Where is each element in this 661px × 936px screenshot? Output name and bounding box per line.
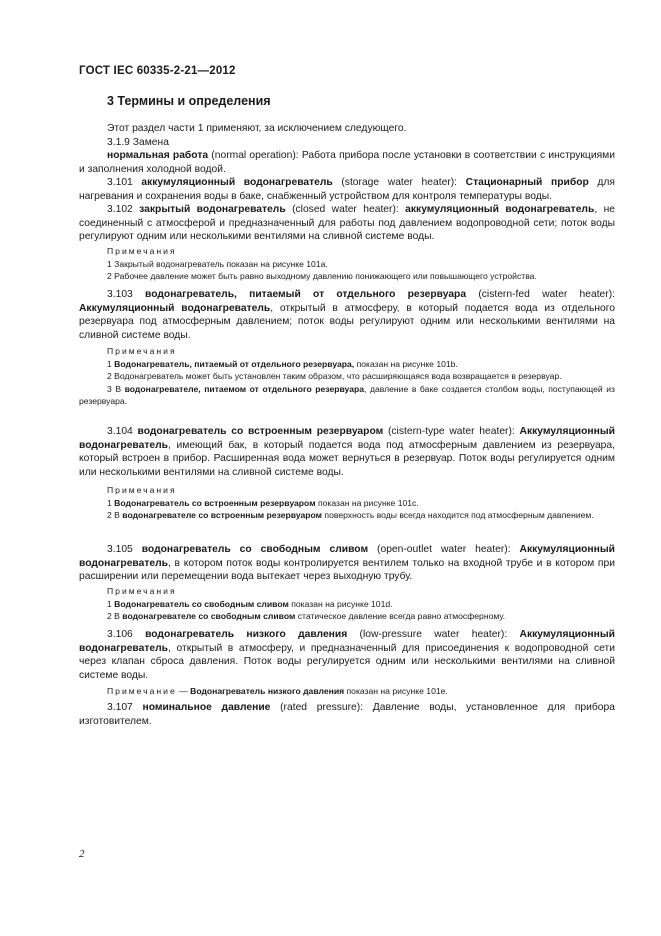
term-3-107 bbox=[79, 701, 615, 728]
note-heading: Примечание bbox=[107, 686, 177, 696]
note-number: 1 bbox=[107, 598, 115, 609]
term-bold-ref: Стационарный прибор bbox=[465, 177, 589, 188]
term-english: (cistern-type water heater): bbox=[383, 426, 520, 437]
term-definition: , в котором поток воды контролируется вентилем только на входной трубе и в котором при расширении или перемещении вода вытекает через выходную трубу. bbox=[79, 557, 615, 582]
note-item bbox=[79, 497, 615, 510]
term-bold-ref: Аккумуляционный водонагреватель bbox=[79, 302, 271, 314]
term-name: водонагреватель со свободным сливом bbox=[141, 544, 369, 555]
term-number: 3.107 bbox=[107, 702, 143, 713]
note-text: показан на рисунке 101b. bbox=[354, 358, 458, 369]
note-item bbox=[79, 598, 615, 611]
note-item bbox=[79, 685, 615, 698]
note-bold: Водонагреватель со встроенным резервуаром bbox=[114, 497, 316, 508]
note-text: показан на рисунке 101c. bbox=[315, 497, 419, 508]
note-text: поверхность воды всегда находится под атмосферным давлением. bbox=[322, 510, 594, 520]
term-definition: , имеющий бак, в который подается вода под атмосферным давлением из резервуара, который встроен в прибор. Расширенная вода может вернуться в резервуар. Поток воды регулируется одним или несколькими вентилями на сливной системе воды. bbox=[79, 439, 615, 478]
note-item: 2 Водонагреватель может быть установлен таким образом, что расширяющаяся вода возвращается в резервуар. bbox=[107, 371, 562, 381]
term-english: (storage water heater): bbox=[332, 177, 466, 188]
note-number: 1 bbox=[107, 497, 115, 508]
term-bold-ref: Аккумуляционный водонагреватель bbox=[79, 426, 615, 451]
term-number: 3.101 bbox=[107, 177, 142, 188]
term-definition: Давление воды, установленное для прибора изготовителем. bbox=[79, 702, 615, 727]
note-bold: водонагревателе, питаемом от отдельного резервуара bbox=[124, 383, 365, 394]
term-3-1-9 bbox=[79, 149, 615, 176]
term-number: 3.106 bbox=[107, 629, 146, 640]
term-name: аккумуляционный водонагреватель bbox=[141, 177, 333, 188]
note-text: показан на рисунке 101d. bbox=[288, 598, 393, 609]
notes-heading: Примечания bbox=[107, 485, 177, 495]
term-bold-ref: аккумуляционный водонагреватель bbox=[405, 204, 595, 215]
term-3-103 bbox=[79, 288, 615, 342]
section-title: 3 Термины и определения bbox=[107, 94, 271, 108]
notes-heading: Примечания bbox=[107, 346, 177, 356]
notes-heading: Примечания bbox=[107, 246, 177, 256]
note-bold: Водонагреватель, питаемый от отдельного резервуара, bbox=[114, 358, 355, 369]
term-3-105 bbox=[79, 543, 615, 584]
term-definition: Работа прибора после установки в соответствии с инструкциями и заполнения холодной водой. bbox=[79, 150, 615, 175]
term-english: (low-pressure water heater): bbox=[347, 629, 520, 640]
term-3-106 bbox=[79, 628, 615, 682]
term-3-105-block bbox=[79, 543, 615, 584]
term-definition: для нагревания и сохранения воды в баке, снабженный устройством для контроля температуры воды. bbox=[79, 177, 616, 202]
notes-3-102 bbox=[79, 245, 615, 283]
term-name: нормальная работа bbox=[107, 150, 209, 161]
term-name: водонагреватель низкого давления bbox=[145, 629, 348, 640]
term-3-107-block bbox=[79, 701, 615, 728]
term-name: закрытый водонагреватель bbox=[139, 204, 286, 215]
term-number: 3.103 bbox=[107, 289, 146, 300]
note-text: статическое давление всегда равно атмосферному. bbox=[295, 611, 506, 621]
intro-line: Этот раздел части 1 применяют, за исключением следующего. bbox=[107, 123, 407, 134]
term-english: (open-outlet water heater): bbox=[368, 544, 520, 555]
term-definition: , открытый в атмосферу, и предназначенный для присоединения к водопроводной сети через клапан сброса давления. Поток воды регулируется одним или несколькими вентилями на сливной системе воды. bbox=[79, 642, 615, 681]
term-number: 3.102 bbox=[107, 204, 140, 215]
term-english: (cistern-fed water heater): bbox=[466, 289, 616, 300]
term-english: (closed water heater): bbox=[285, 204, 406, 215]
note-number: 3 В bbox=[107, 383, 125, 394]
term-definition: , открытый в атмосферу, в который подается вода из отдельного резервуара под атмосферным давлением; поток воды регулируют одним или несколькими вентилями на сливной системе воды. bbox=[79, 302, 615, 341]
term-3-102 bbox=[79, 203, 615, 244]
intro-block bbox=[79, 122, 615, 244]
term-bold-ref: Аккумуляционный водонагреватель bbox=[79, 544, 615, 569]
notes-3-104 bbox=[79, 484, 615, 522]
term-definition: , не соединенный с атмосферой и предназначенный для работы под давлением водопроводной сети; поток воды регулируют одним или несколькими вентилями на сливной системе воды. bbox=[79, 204, 615, 242]
note-item: 2 Рабочее давление может быть равно выходному давлению понижающего или повышающего устройства. bbox=[107, 271, 537, 281]
term-number: 3.104 bbox=[107, 426, 138, 437]
term-3-103-block bbox=[79, 288, 615, 342]
term-name: водонагреватель, питаемый от отдельного резервуара bbox=[145, 289, 467, 300]
notes-3-105 bbox=[79, 585, 615, 623]
note-item bbox=[79, 509, 615, 522]
note-item: 1 Закрытый водонагреватель показан на рисунке 101a. bbox=[107, 258, 328, 269]
note-number: 2 В bbox=[107, 611, 123, 621]
note-dash: — bbox=[176, 686, 191, 696]
replacement-line: 3.1.9 Замена bbox=[107, 136, 169, 148]
term-english: (rated pressure): bbox=[270, 702, 373, 713]
note-text: , давление в баке создается столбом воды, поступающей из резервуара. bbox=[79, 383, 615, 406]
term-3-101 bbox=[79, 176, 615, 203]
term-number: 3.105 bbox=[107, 544, 142, 555]
note-number: 2 В bbox=[107, 510, 123, 520]
note-text: показан на рисунке 101e. bbox=[344, 686, 448, 696]
note-bold: водонагревателе со встроенным резервуаром bbox=[122, 510, 323, 520]
note-3-106 bbox=[79, 685, 615, 698]
note-item bbox=[79, 610, 615, 623]
term-3-104 bbox=[79, 425, 615, 479]
term-name: водонагреватель со встроенным резервуаром bbox=[137, 426, 384, 437]
notes-heading: Примечания bbox=[107, 586, 177, 596]
notes-3-103 bbox=[79, 345, 615, 408]
page-number: 2 bbox=[79, 848, 85, 860]
note-bold: водонагревателе со свободным сливом bbox=[122, 611, 296, 621]
term-english: (normal operation): bbox=[208, 150, 302, 161]
note-bold: Водонагреватель со свободным сливом bbox=[114, 598, 289, 609]
term-bold-ref: Аккумуляционный водонагреватель bbox=[79, 629, 615, 654]
note-item bbox=[79, 383, 615, 408]
note-number: 1 bbox=[107, 358, 115, 369]
note-bold: Водонагреватель низкого давления bbox=[190, 686, 345, 696]
term-3-104-block bbox=[79, 425, 615, 479]
term-3-106-block bbox=[79, 628, 615, 682]
term-name: номинальное давление bbox=[142, 702, 271, 713]
note-item bbox=[79, 358, 615, 371]
document-header: ГОСТ IEC 60335-2-21—2012 bbox=[79, 65, 236, 77]
